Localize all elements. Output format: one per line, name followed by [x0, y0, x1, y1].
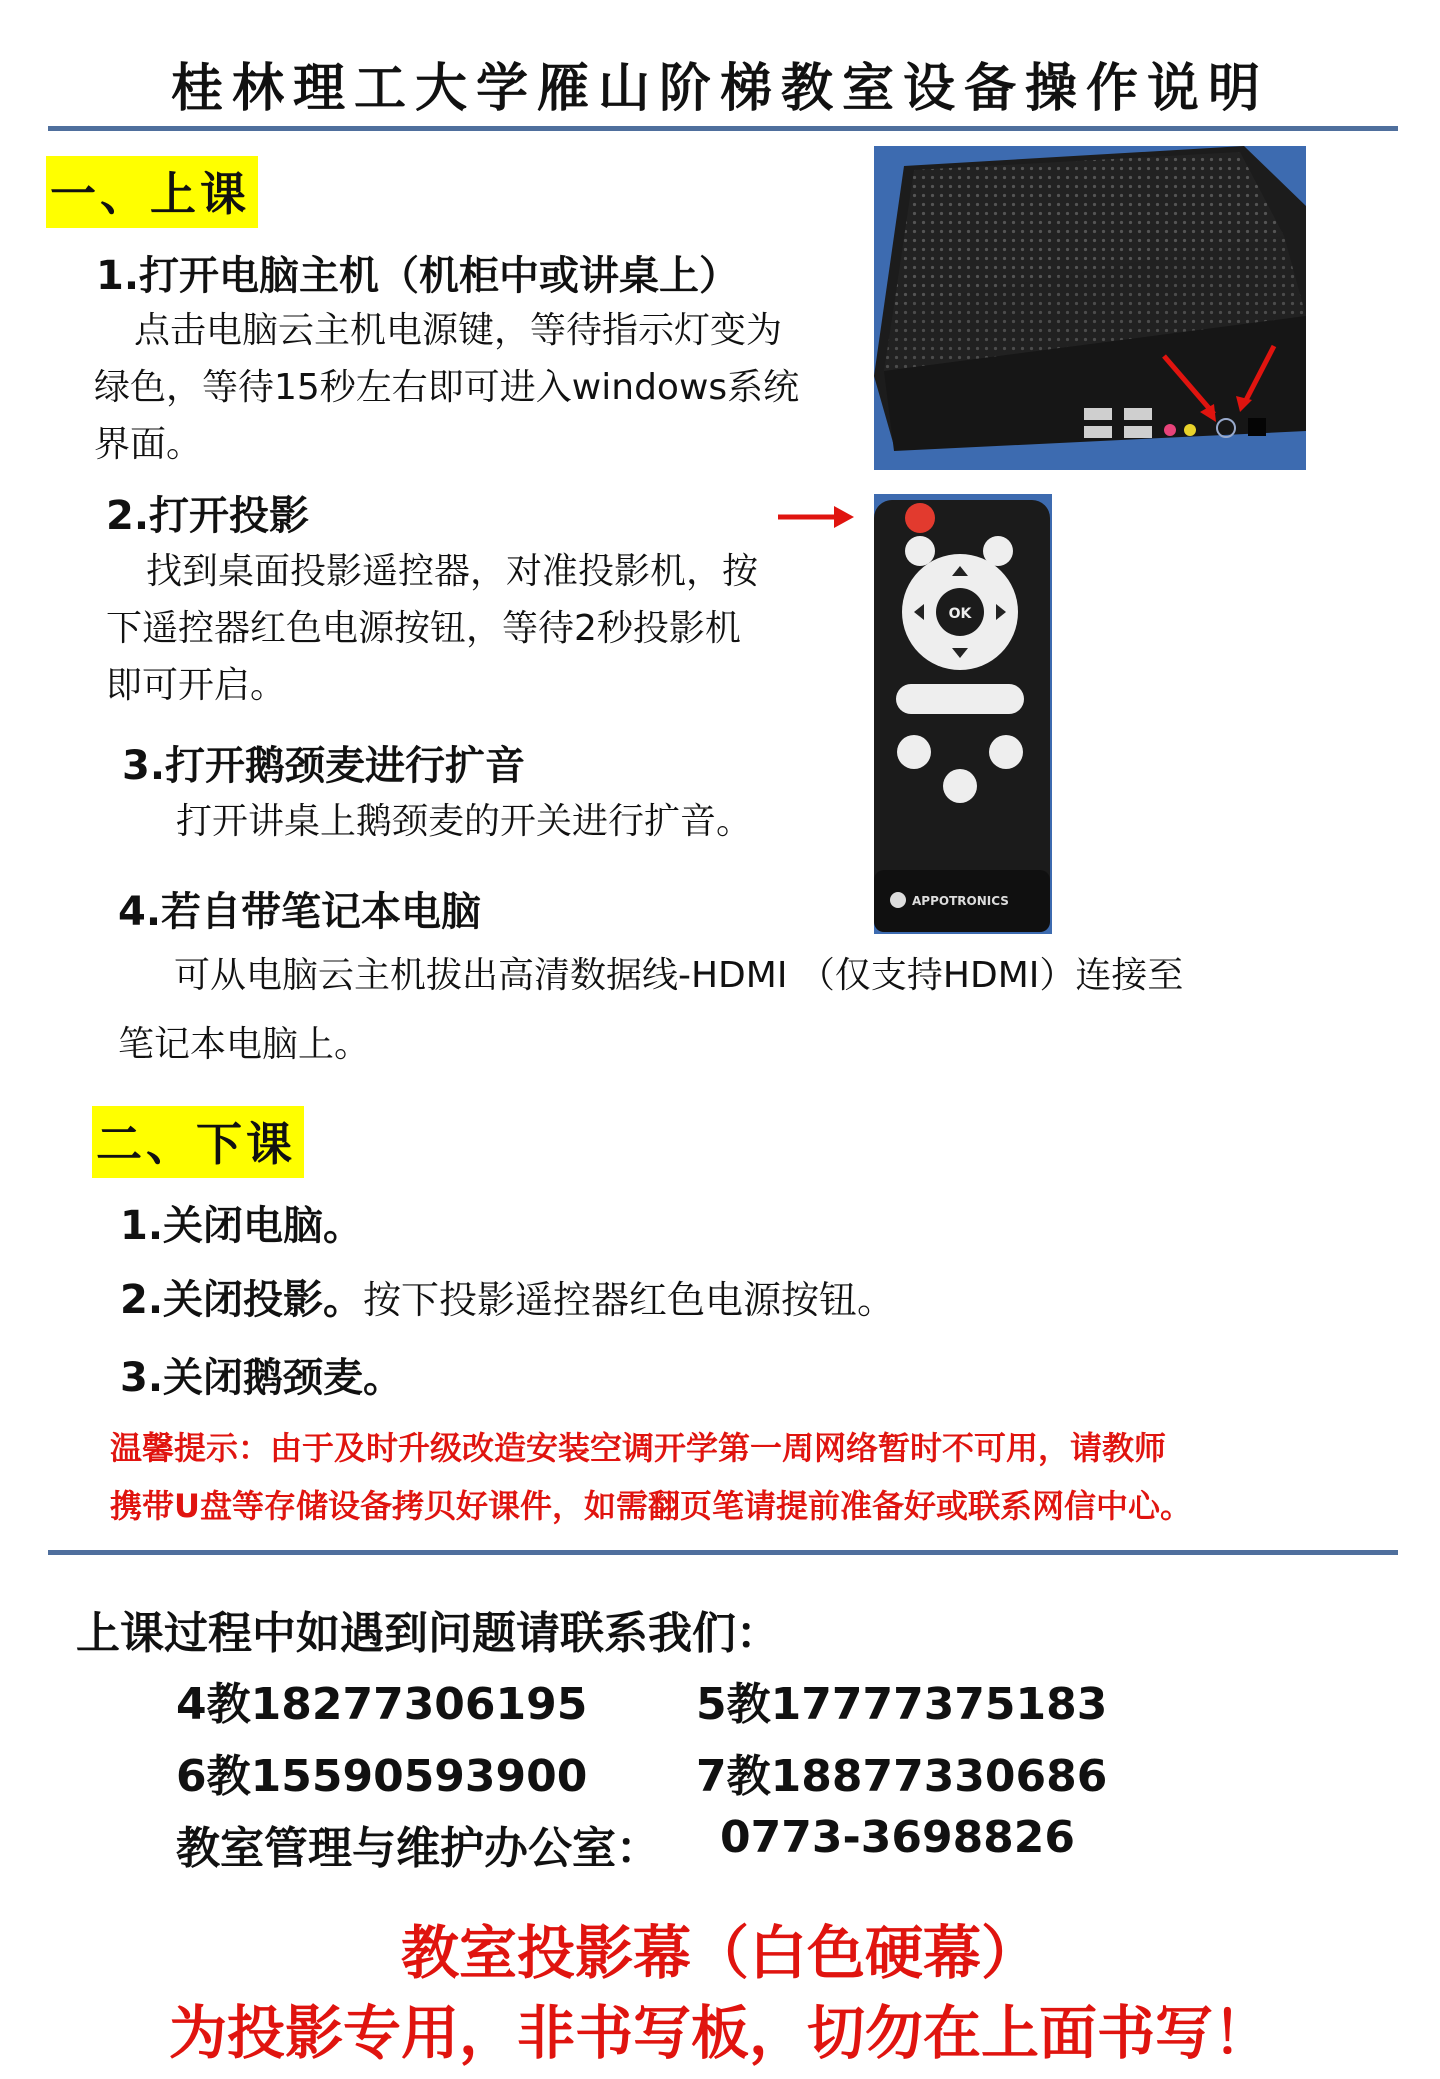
contact-building6: 6教15590593900	[176, 1751, 588, 1802]
remote-control-illustration	[874, 494, 1052, 934]
step3-line1: 打开讲桌上鹅颈麦的开关进行扩音。	[176, 801, 753, 842]
section-heading-class-start: 一、上课	[46, 156, 258, 228]
bottom-divider	[48, 1550, 1398, 1555]
warning-line2: 为投影专用，非书写板，切勿在上面书写！	[168, 1999, 1271, 2067]
cloud-host-illustration	[874, 146, 1306, 470]
step3-title: 3.打开鹅颈麦进行扩音	[122, 743, 526, 789]
end-step1: 1.关闭电脑。	[120, 1203, 364, 1249]
ok-label: OK	[948, 606, 972, 622]
step4-title: 4.若自带笔记本电脑	[118, 889, 482, 935]
contact-office-label: 教室管理与维护办公室：	[176, 1823, 660, 1874]
contact-building7: 7教18877330686	[696, 1751, 1108, 1802]
remote-control-photo	[874, 494, 1052, 934]
step1-line3: 界面。	[94, 424, 203, 465]
contact-building5: 5教17777375183	[696, 1679, 1108, 1730]
step2-title: 2.打开投影	[106, 493, 310, 539]
step2-line1: 找到桌面投影遥控器，对准投影机，按	[146, 551, 759, 592]
warning-line1: 教室投影幕（白色硬幕）	[400, 1919, 1039, 1987]
end-step2-title: 2.关闭投影。	[120, 1277, 364, 1323]
step2-line2: 下遥控器红色电源按钮，等待2秒投影机	[106, 608, 741, 649]
contact-building4: 4教18277306195	[176, 1679, 588, 1730]
page-title: 桂林理工大学雁山阶梯教室设备操作说明	[170, 59, 1269, 119]
top-divider	[48, 126, 1398, 131]
arrow-right-icon	[776, 502, 856, 532]
end-step2	[120, 1268, 895, 1329]
contact-heading: 上课过程中如遇到问题请联系我们：	[76, 1608, 780, 1659]
step4-line1: 可从电脑云主机拔出高清数据线-HDMI （仅支持HDMI）连接至	[174, 955, 1184, 996]
step2-line3: 即可开启。	[106, 665, 287, 706]
step4-line2: 笔记本电脑上。	[118, 1024, 371, 1065]
contact-office-phone: 0773-3698826	[720, 1812, 1076, 1863]
end-step3: 3.关闭鹅颈麦。	[120, 1355, 404, 1401]
step1-title: 1.打开电脑主机（机柜中或讲桌上）	[96, 253, 740, 299]
step1-line1: 点击电脑云主机电源键，等待指示灯变为	[134, 310, 783, 351]
remote-brand: APPOTRONICS	[912, 894, 1009, 908]
end-step2-text: 按下投影遥控器红色电源按钮。	[363, 1278, 896, 1322]
power-button-icon	[905, 503, 935, 533]
tip-line1: 温馨提示：由于及时升级改造安装空调开学第一周网络暂时不可用，请教师	[110, 1429, 1167, 1467]
step1-line2: 绿色，等待15秒左右即可进入windows系统	[94, 367, 800, 408]
tip-line2: 携带U盘等存储设备拷贝好课件，如需翻页笔请提前准备好或联系网信中心。	[110, 1487, 1192, 1525]
section-heading-class-end: 二、下课	[92, 1106, 304, 1178]
cloud-host-photo	[874, 146, 1306, 470]
